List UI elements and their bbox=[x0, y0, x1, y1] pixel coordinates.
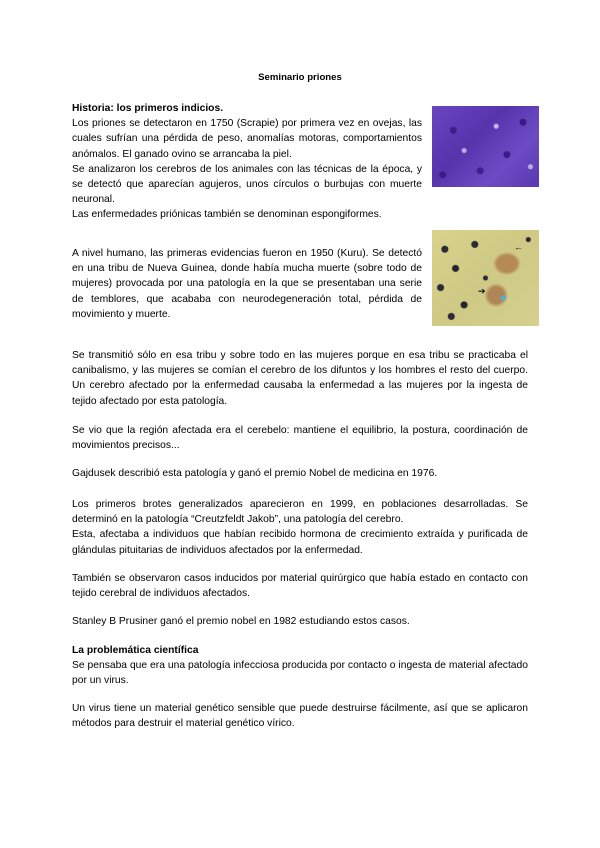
paragraph: Se pensaba que era una patología infecciosa producida por contacto o ingesta de material afectado por un virus. bbox=[72, 660, 528, 687]
star-icon: ✱ bbox=[500, 294, 507, 303]
cerebelo-block bbox=[72, 423, 528, 453]
paragraph: Stanley B Prusiner ganó el premio nobel en 1982 estudiando estos casos. bbox=[72, 616, 410, 627]
document-title: Seminario priones bbox=[258, 72, 342, 83]
section-heading-problematica: La problemática científica bbox=[72, 645, 199, 656]
problematica-block bbox=[72, 643, 528, 689]
gajdusek-block bbox=[72, 466, 528, 481]
paragraph: Se vio que la región afectada era el cerebelo: mantiene el equilibrio, la postura, coordinación de movimientos precisos... bbox=[72, 425, 528, 452]
paragraph: También se observaron casos inducidos por material quirúrgico que había estado en contacto con tejido cerebral de individuos afectados. bbox=[72, 573, 528, 600]
cjd-block bbox=[72, 497, 528, 558]
arrow-icon: ← bbox=[514, 242, 523, 252]
virus-block bbox=[72, 701, 528, 731]
paragraph: Se transmitió sólo en esa tribu y sobre todo en las mujeres porque en esa tribu se practicaba el canibalismo, y las mujeres se comían el cerebro de los difuntos y los hombres el resto del cuerpo. Un cerebro afectado por la enfermedad causaba la enfermedad a las mujeres por la ingesta de tejido afectado por esta patología. bbox=[72, 350, 528, 407]
cannibalism-block bbox=[72, 348, 528, 409]
kuru-block bbox=[72, 246, 422, 322]
section-heading-historia: Historia: los primeros indicios. bbox=[72, 103, 224, 114]
paragraph: Gajdusek describió esta patología y ganó el premio Nobel de medicina en 1976. bbox=[72, 468, 438, 479]
paragraph: Los primeros brotes generalizados aparecieron en 1999, en poblaciones desarrolladas. Se determinó en la patología “Creutzfeldt Jakob”, una patología del cerebro. bbox=[72, 499, 528, 526]
paragraph: Un virus tiene un material genético sensible que puede destruirse fácilmente, así que se aplicaron métodos para destruir el material genético vírico. bbox=[72, 703, 528, 730]
paragraph: Esta, afectaba a individuos que habían recibido hormona de crecimiento extraída y purificada de glándulas pituitarias de individuos afectados por la enfermedad. bbox=[72, 529, 528, 556]
prusiner-block bbox=[72, 614, 528, 629]
surgical-block bbox=[72, 571, 528, 601]
arrow-icon: ➔ bbox=[478, 286, 486, 296]
historia-intro-block bbox=[72, 101, 422, 223]
histology-image-kuru-plaque bbox=[432, 230, 539, 326]
paragraph: Se analizaron los cerebros de los animales con las técnicas de la época, y se detectó que aparecían agujeros, unos círculos o burbujas con muerte neuronal. bbox=[72, 163, 422, 206]
paragraph: A nivel humano, las primeras evidencias fueron en 1950 (Kuru). Se detectó en una tribu de Nueva Guinea, donde había mucha muerte (sobre todo de mujeres) provocada por una patología en la que se presentaban una serie de temblores, que acababa con neurodegeneración total, pérdida de movimiento y muerte. bbox=[72, 248, 422, 320]
histology-image-sheep-brain bbox=[432, 106, 539, 187]
paragraph: Las enfermedades priónicas también se denominan espongiformes. bbox=[72, 209, 382, 221]
paragraph: Los priones se detectaron en 1750 (Scrapie) por primera vez en ovejas, las cuales sufrían una pérdida de peso, anomalías motoras, comportamientos anómalos. El ganado ovino se arrancaba la piel. bbox=[72, 118, 422, 160]
